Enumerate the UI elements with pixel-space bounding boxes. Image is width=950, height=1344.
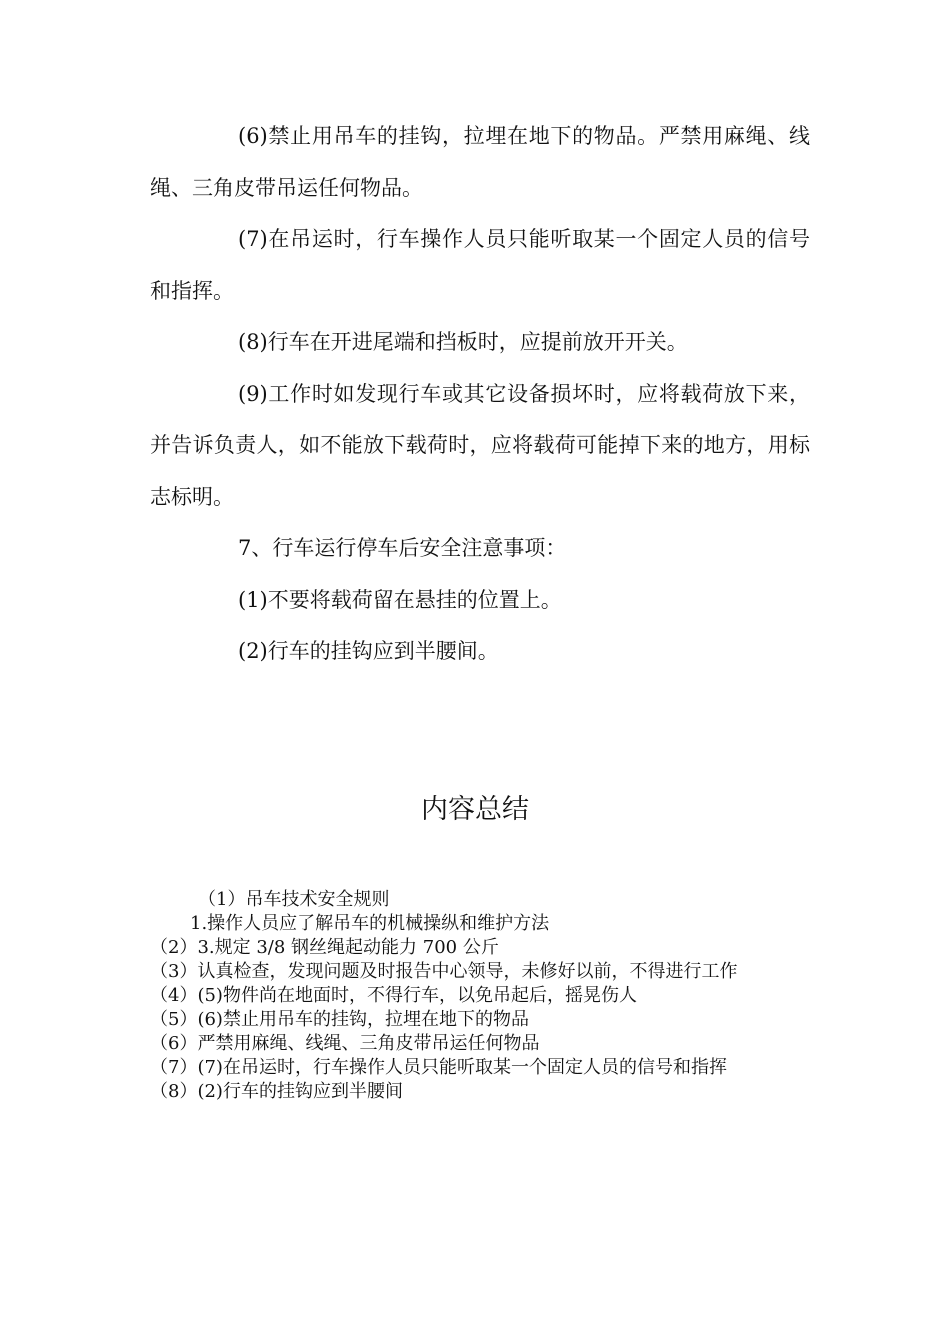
paragraph: (1)不要将载荷留在悬挂的位置上。 [238,587,562,612]
paragraph: (8)行车在开进尾端和挡板时，应提前放开开关。 [238,330,688,354]
summary-item: （7）(7)在吊运时，行车操作人员只能听取某一个固定人员的信号和指挥 [150,1057,727,1078]
summary-item: （1）吊车技术安全规则 [198,889,390,910]
paragraph: (2)行车的挂钩应到半腰间。 [238,639,499,663]
summary-item: （5）(6)禁止用吊车的挂钩，拉埋在地下的物品 [150,1009,529,1030]
body-text [150,111,810,678]
paragraph: (9)工作时如发现行车或其它设备损坏时，应将载荷放下来，并告诉负责人，如不能放下载荷时，应将载荷可能掉下来的地方，用标志标明。 [150,381,810,509]
summary-item: （2）3.规定 3/8 钢丝绳起动能力 700 公斤 [150,937,499,958]
summary-item: 1.操作人员应了解吊车的机械操纵和维护方法 [190,913,550,934]
summary-item: （8）(2)行车的挂钩应到半腰间 [150,1081,403,1102]
paragraph: (6)禁止用吊车的挂钩，拉埋在地下的物品。严禁用麻绳、线绳、三角皮带吊运任何物品。 [150,124,810,200]
summary-item: （4）(5)物件尚在地面时，不得行车，以免吊起后，摇晃伤人 [150,985,637,1006]
summary-title: 内容总结 [421,794,529,825]
summary-item: （6）严禁用麻绳、线绳、三角皮带吊运任何物品 [150,1033,540,1054]
summary-item: （3）认真检查，发现问题及时报告中心领导，未修好以前，不得进行工作 [150,961,738,982]
section-heading: 7、行车运行停车后安全注意事项： [238,536,567,560]
summary-list [150,888,800,1104]
paragraph: (7)在吊运时，行车操作人员只能听取某一个固定人员的信号和指挥。 [150,227,810,303]
